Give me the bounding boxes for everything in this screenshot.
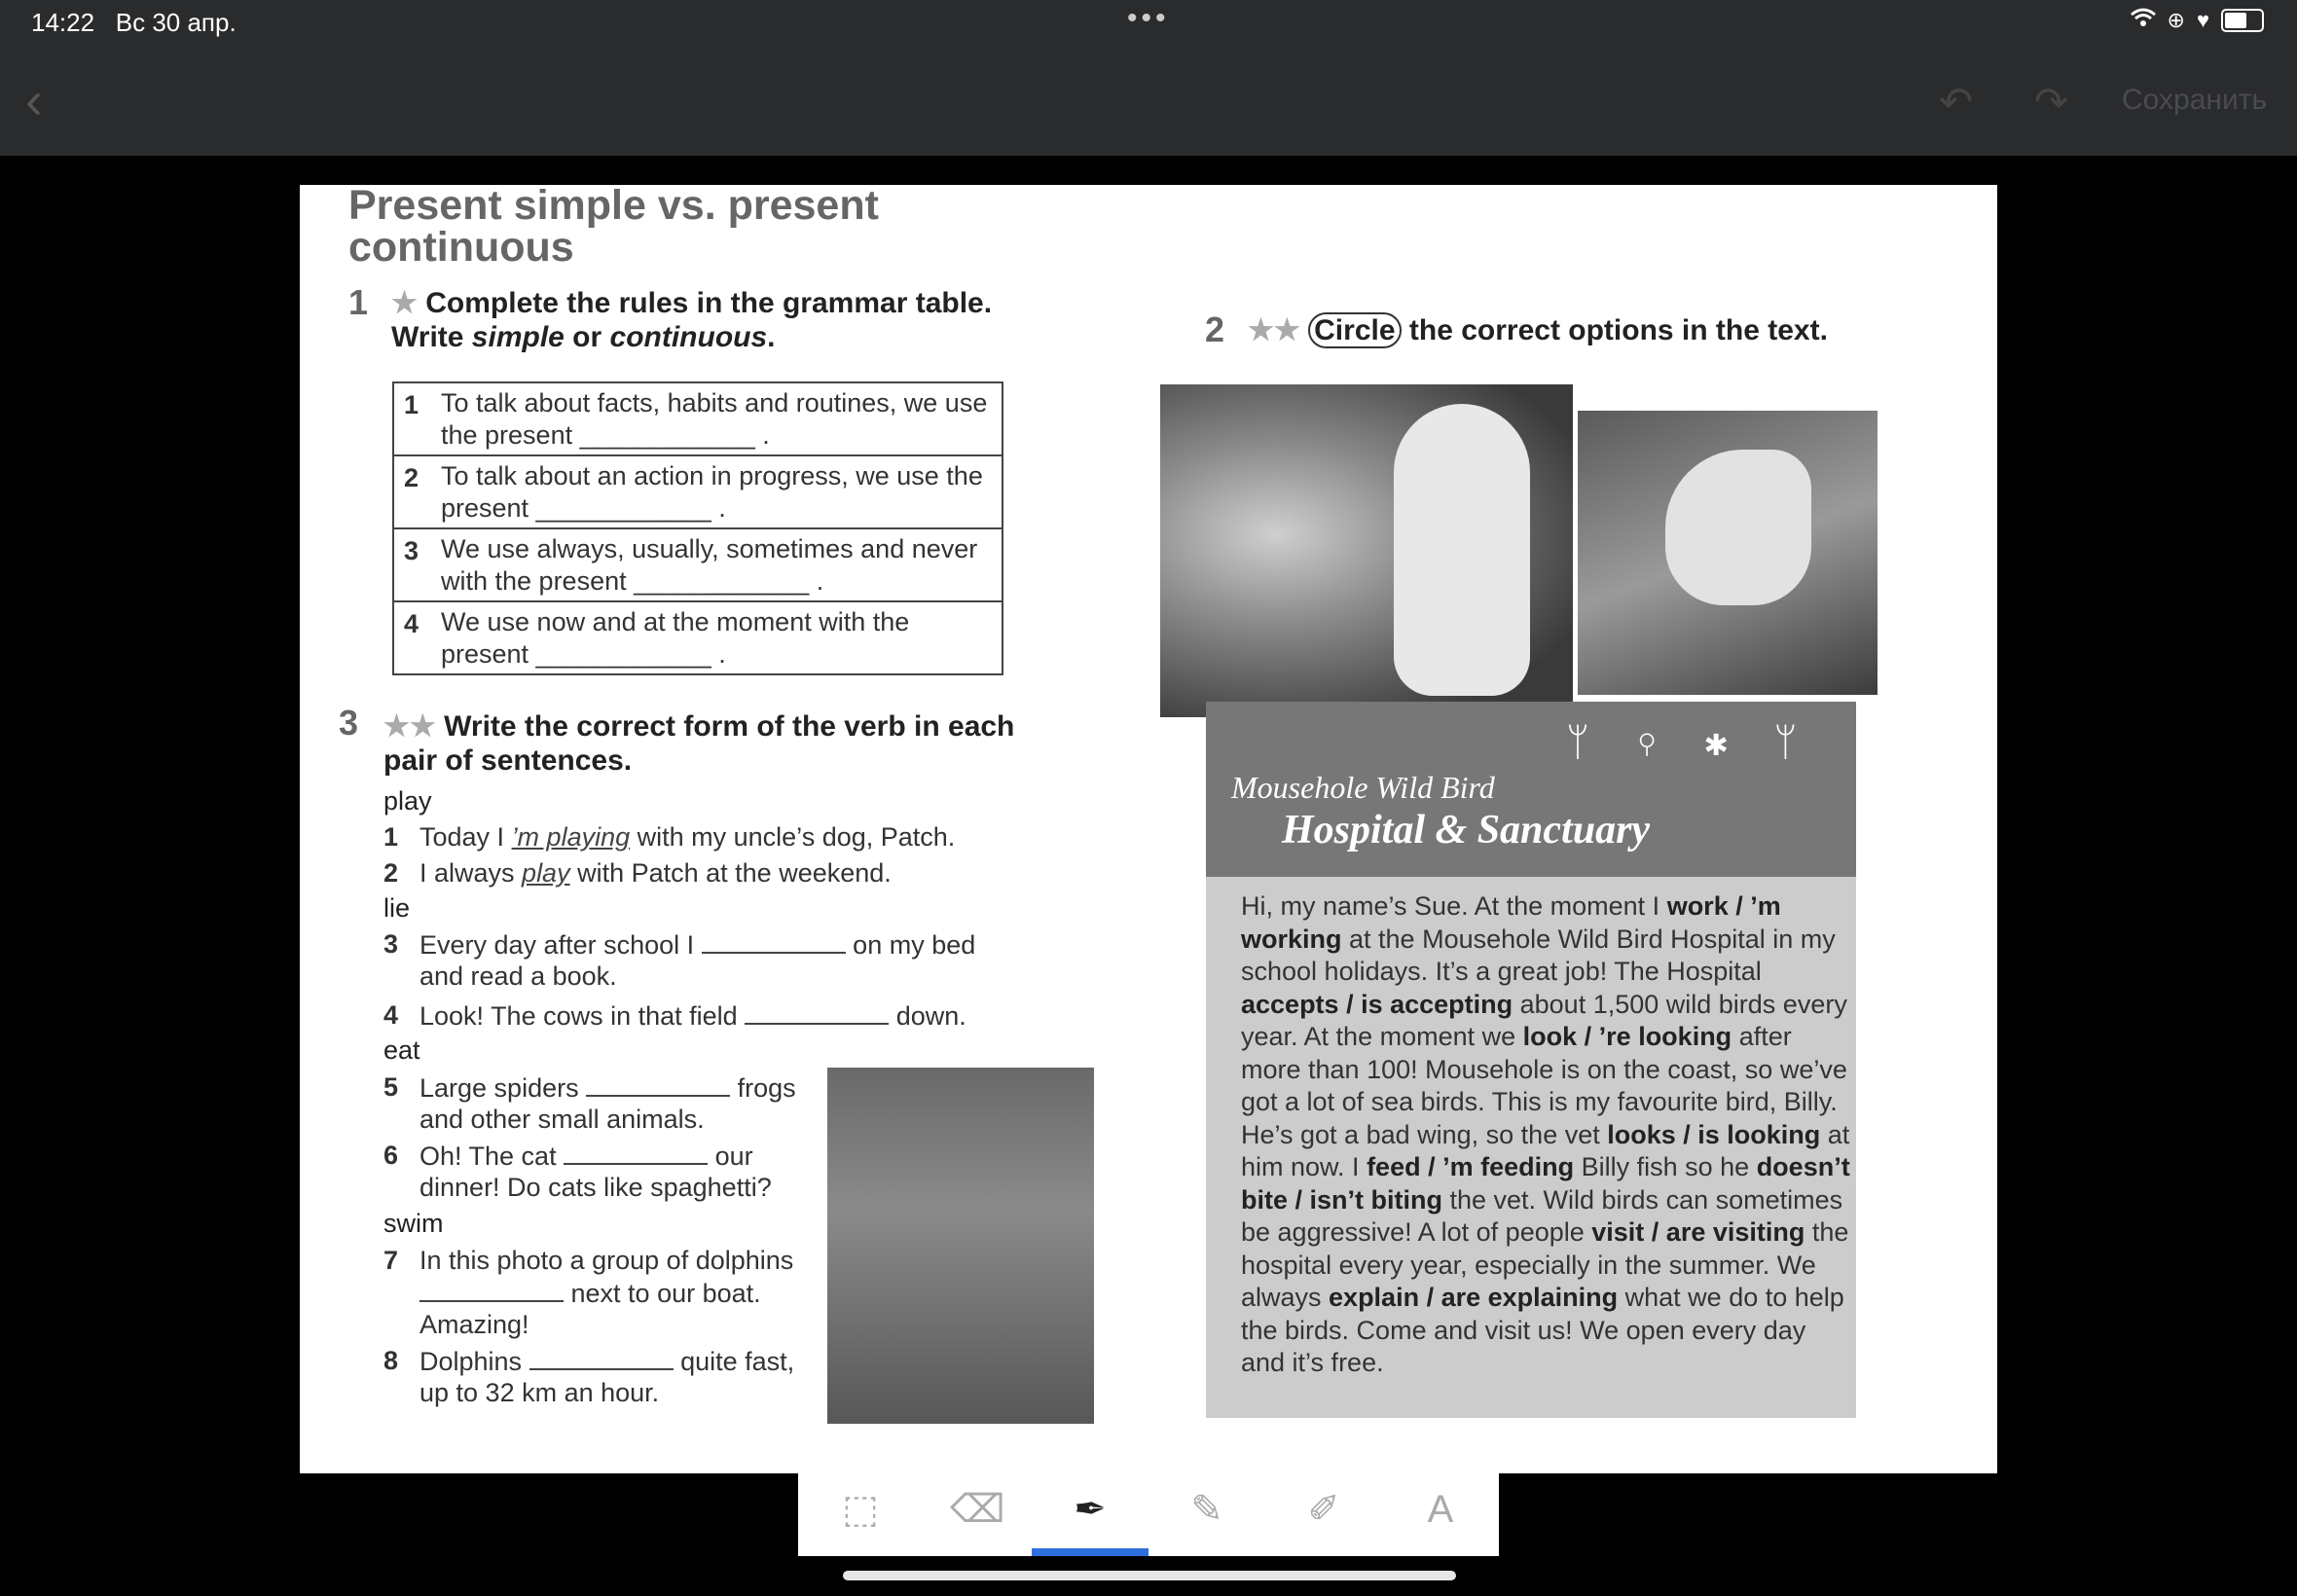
eraser-tool-icon[interactable]: ⌫ [950, 1488, 1005, 1531]
answer-blank[interactable] [745, 999, 889, 1025]
answer-blank[interactable] [586, 1071, 730, 1097]
status-time: 14:22 Вс 30 апр. [31, 8, 237, 37]
wifi-icon [2131, 8, 2156, 33]
verb-label: play [383, 786, 432, 816]
grammar-table [392, 381, 1003, 675]
selection-tool-icon[interactable]: ⬚ [842, 1488, 879, 1531]
page-title: Present simple vs. present continuous [348, 182, 879, 271]
sanctuary-banner: ᛘ ⚲ ✱ ᛘ Mousehole Wild Bird Hospital & Sanctuary [1206, 702, 1856, 877]
redo-button[interactable]: ↷ [2034, 79, 2069, 125]
star-icon: ★ [391, 287, 418, 319]
more-dots-icon[interactable]: ••• [1127, 2, 1170, 34]
table-row: 3 We use always, usually, sometimes and never with the present ____________ . [394, 529, 1002, 602]
exercise-2-number: 2 [1205, 309, 1225, 349]
battery-icon [2221, 9, 2264, 32]
answer-blank[interactable] [419, 1277, 564, 1302]
lock-rotation-icon: ⊕ [2167, 8, 2185, 32]
reading-text: Hi, my name’s Sue. At the moment I work / ’m working at the Mousehole Wild Bird Hospital in my school holidays. It’s a great job! The Hospital accepts / is accepting about 1,500 wild birds every year. At the moment we look / ’re looking after more than 100! Mousehole is on the coast, so we’ve got a lot of sea birds. This is my favourite bird, Billy. He’s got a bad wing, so the vet looks / is looking at him now. I feed / ’m feeding Billy fish so he doesn’t bite / isn’t biting the vet. Wild birds can sometimes be aggressive! A lot of people visit / are visiting the hospital every year, especially in the summer. We always explain / are explaining what we do to help the birds. Come and visit us! We open every day and it’s free. [1206, 877, 1856, 1418]
exercise-1-number: 1 [348, 282, 369, 322]
highlighter-tool-icon[interactable]: ✐ [1307, 1488, 1340, 1531]
pen-tool-icon[interactable]: ✒ [1074, 1488, 1107, 1531]
annotation-toolbar [798, 1463, 1499, 1556]
pencil-tool-icon[interactable]: ✎ [1190, 1488, 1223, 1531]
table-row: 2 To talk about an action in progress, we use the present ____________ . [394, 456, 1002, 529]
top-bar [0, 0, 2297, 156]
dolphin-boat-photo [827, 1068, 1094, 1424]
exercise-1-instruction: ★ Complete the rules in the grammar table. Write simple or continuous. [391, 287, 993, 353]
document-page: Present simple vs. present continuous 1 ★ Complete the rules in the grammar table. Write simple or continuous. 1 To talk about facts, habits and routines, we use the present ____________ . 2 To talk about an action in progress, we use the present ____________ . 3 We use always, usually, sometimes and never with the present ____________ . 4 We use now and at the moment with the present ____________ . 3 ★★ Write the correct form of the verb in each pair of sentences. play 1 Today I ’m playing with my uncle’s dog, Patch. 2 I always play with Patch at the weekend. lie 3 Every day after school I on my bed and read a book. 4 Look! The cows in that field down. eat 5 Large spiders frogs and other small animals. 6 Oh! The cat our dinner! Do cats like spaghetti? swim 7 In this photo a group of dolphins next to our boat. Amazing! 8 Dolphins quite fast, up to 32 km an hour. 2 ★★ Circle the correct options in the text. ᛘ ⚲ ✱ ᛘ Mousehole Wild Bird Hospital & Sanctuary Hi, my name’s Sue. At the moment I work / ’m working at the Mousehole Wild Bird Hospital in my school holidays. It’s a great job! The Hospital accepts / is accepting about 1,500 wild birds every year. At the moment we look / ’re looking after more than 100! Mousehole is on the coast, so we’ve got a lot of sea birds. This is my favourite bird, Billy. He’s got a bad wing, so the vet looks / is looking at him now. I feed / ’m feeding Billy fish so he doesn’t bite / isn’t biting the vet. Wild birds can sometimes be aggressive! A lot of people visit / are visiting the hospital every year, especially in the summer. We always explain / are explaining what we do to help the birds. Come and visit us! We open every day and it’s free. [300, 185, 1997, 1473]
exercise-3-instruction: ★★ Write the correct form of the verb in each pair of sentences. [383, 710, 1015, 777]
exercise-3-number: 3 [339, 703, 359, 743]
heart-icon: ♥ [2196, 8, 2209, 32]
gannet-image [1665, 450, 1811, 605]
exercise-2-instruction: ★★ Circle the correct options in the text. [1248, 314, 1828, 346]
undo-button[interactable]: ↶ [1939, 79, 1974, 125]
star-icon: ★★ [1248, 314, 1300, 346]
cockatoo-image [1394, 404, 1530, 696]
star-icon: ★★ [383, 710, 436, 743]
status-icons [2131, 8, 2265, 33]
text-tool-icon[interactable]: A [1427, 1488, 1454, 1531]
verb-label: eat [383, 1035, 420, 1065]
save-button[interactable]: Сохранить [2122, 84, 2268, 116]
back-button[interactable]: ‹ [25, 71, 43, 129]
home-indicator[interactable] [843, 1571, 1456, 1580]
bird-footprints-icon: ᛘ ⚲ ✱ ᛘ [1566, 721, 1815, 764]
verb-label: swim [383, 1209, 444, 1238]
table-row: 4 We use now and at the moment with the present ____________ . [404, 607, 910, 669]
verb-label: lie [383, 893, 411, 923]
answer-blank[interactable] [529, 1345, 674, 1370]
active-tool-indicator [1032, 1548, 1148, 1556]
answer-blank[interactable] [702, 928, 846, 954]
table-row: 1 To talk about facts, habits and routines, we use the present ____________ . [394, 383, 1002, 456]
girl-cockatoo-photo [1160, 384, 1573, 717]
answer-blank[interactable] [564, 1140, 708, 1165]
gannet-photo [1578, 411, 1878, 695]
